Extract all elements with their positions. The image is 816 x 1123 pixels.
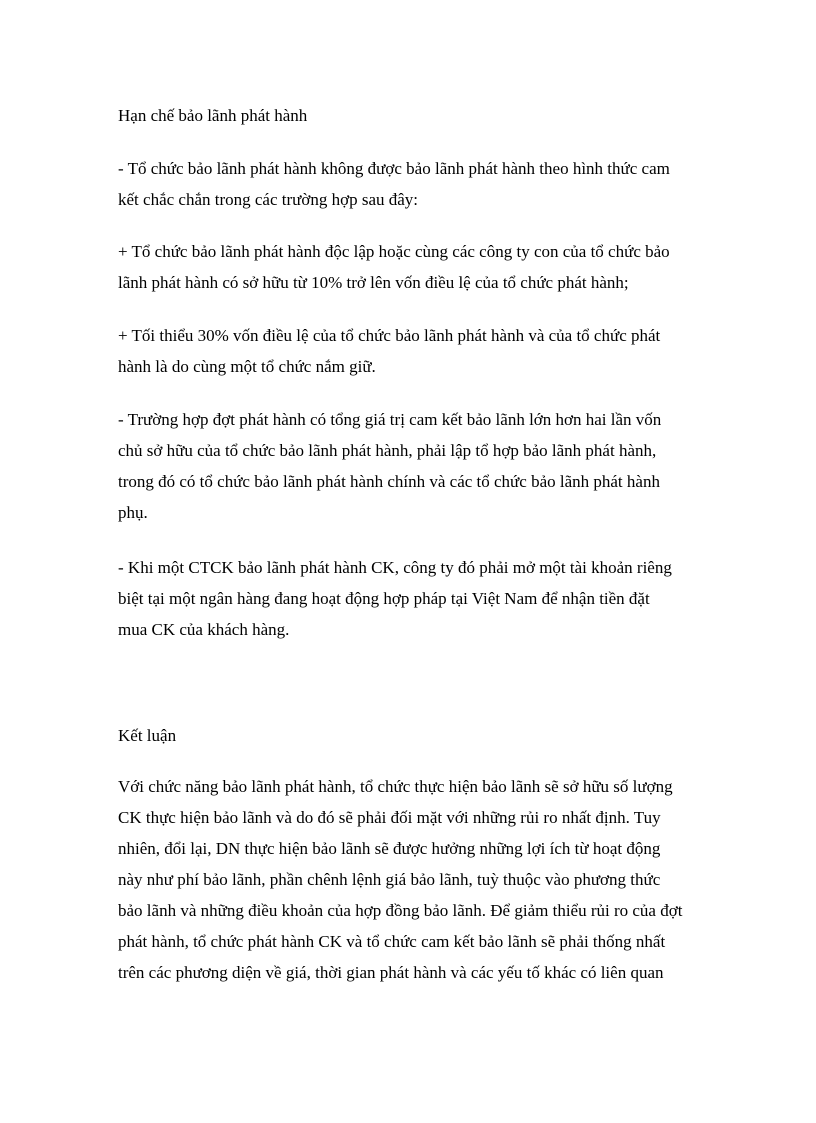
paragraph-line: nhiên, đổi lại, DN thực hiện bảo lãnh sẽ được hưởng những lợi ích từ hoạt động: [118, 839, 661, 858]
paragraph-line: trên các phương diện về giá, thời gian phát hành và các yếu tố khác có liên quan: [118, 963, 664, 982]
paragraph-line: phát hành, tổ chức phát hành CK và tổ chức cam kết bảo lãnh sẽ phải thống nhất: [118, 932, 666, 951]
paragraph-line: - Khi một CTCK bảo lãnh phát hành CK, công ty đó phải mở một tài khoản riêng: [118, 558, 672, 577]
paragraph-line: kết chắc chắn trong các trường hợp sau đây:: [118, 190, 419, 209]
paragraph-line: lãnh phát hành có sở hữu từ 10% trở lên vốn điều lệ của tổ chức phát hành;: [118, 273, 629, 292]
paragraph-line: + Tổ chức bảo lãnh phát hành độc lập hoặc cùng các công ty con của tổ chức bảo: [118, 242, 670, 261]
paragraph-line: biệt tại một ngân hàng đang hoạt động hợp pháp tại Việt Nam để nhận tiền đặt: [118, 589, 650, 608]
paragraph-line: - Tổ chức bảo lãnh phát hành không được bảo lãnh phát hành theo hình thức cam: [118, 159, 670, 178]
paragraph-line: + Tối thiểu 30% vốn điều lệ của tổ chức bảo lãnh phát hành và của tổ chức phát: [118, 326, 661, 345]
section-heading-conclusion: Kết luận: [118, 726, 177, 745]
paragraph-separate-account: [118, 552, 718, 645]
paragraph-line: - Trường hợp đợt phát hành có tổng giá trị cam kết bảo lãnh lớn hơn hai lần vốn: [118, 410, 662, 429]
paragraph-firm-commitment-restriction: [118, 153, 718, 215]
paragraph-line: hành là do cùng một tổ chức nắm giữ.: [118, 357, 376, 376]
paragraph-line: chủ sở hữu của tổ chức bảo lãnh phát hành, phải lập tổ hợp bảo lãnh phát hành,: [118, 441, 657, 460]
paragraph-line: bảo lãnh và những điều khoản của hợp đồng bảo lãnh. Để giảm thiểu rủi ro của đợt: [118, 901, 683, 920]
paragraph-line: CK thực hiện bảo lãnh và do đó sẽ phải đối mặt với những rủi ro nhất định. Tuy: [118, 808, 661, 827]
paragraph-line: Với chức năng bảo lãnh phát hành, tổ chức thực hiện bảo lãnh sẽ sở hữu số lượng: [118, 777, 673, 796]
paragraph-ownership-case: [118, 236, 718, 298]
paragraph-conclusion: [118, 771, 718, 988]
paragraph-line: trong đó có tổ chức bảo lãnh phát hành chính và các tổ chức bảo lãnh phát hành: [118, 472, 660, 491]
paragraph-line: này như phí bảo lãnh, phần chênh lệnh giá bảo lãnh, tuỳ thuộc vào phương thức: [118, 870, 661, 889]
paragraph-line: phụ.: [118, 503, 148, 522]
paragraph-syndicate-requirement: [118, 404, 718, 528]
paragraph-common-holder-case: [118, 320, 718, 382]
section-heading-underwriting-limits: Hạn chế bảo lãnh phát hành: [118, 106, 308, 125]
paragraph-line: mua CK của khách hàng.: [118, 620, 290, 639]
